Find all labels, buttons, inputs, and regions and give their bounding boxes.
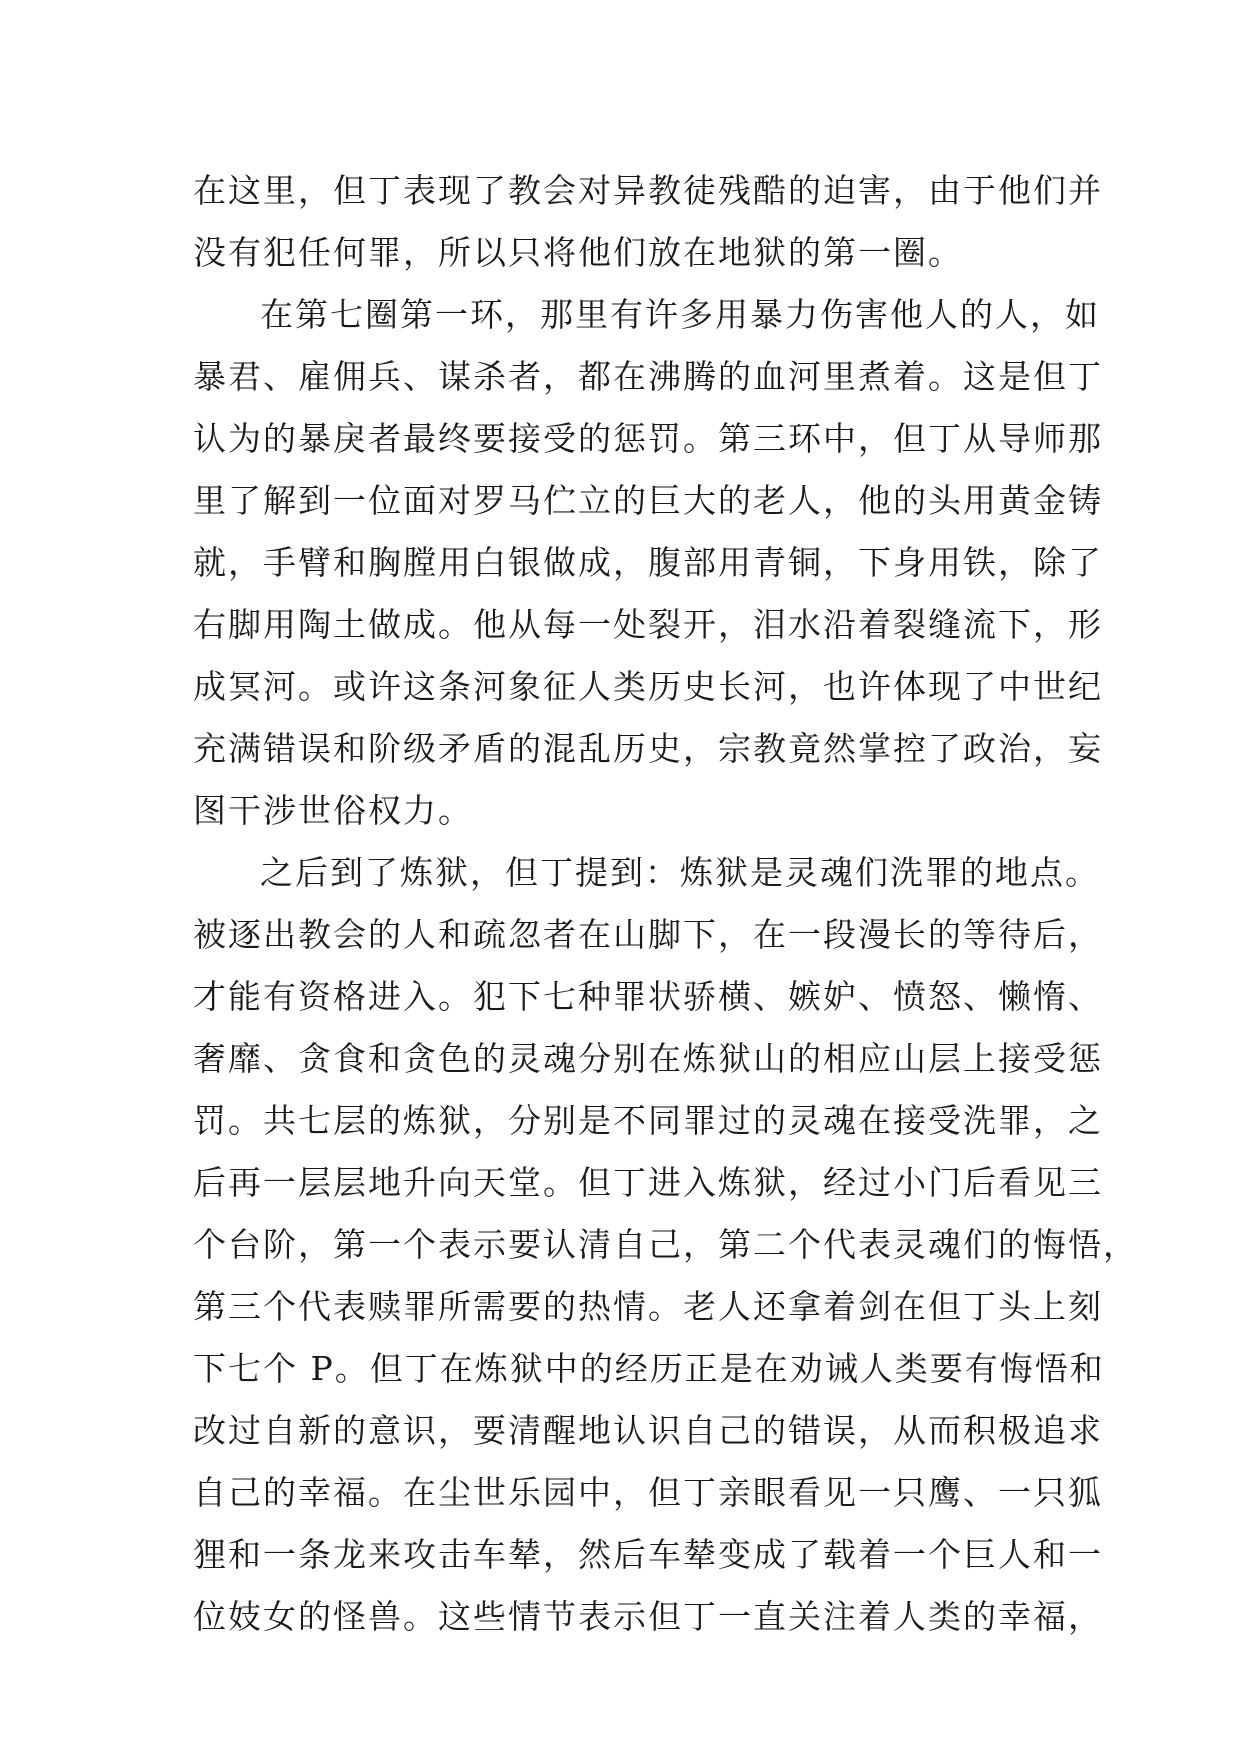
text-line: 狸和一条龙来攻击车辇，然后车辇变成了载着一个巨人和一 [193,1535,1103,1574]
text-line: 后再一层层地升向天堂。但丁进入炼狱，经过小门后看见三 [193,1163,1103,1202]
text-line: 成冥河。或许这条河象征人类历史长河，也许体现了中世纪 [193,667,1103,706]
text-line: 自己的幸福。在尘世乐园中，但丁亲眼看见一只鹰、一只狐 [193,1473,1103,1512]
paragraph-first-line: 之后到了炼狱，但丁提到：炼狱是灵魂们洗罪的地点。 [260,853,1100,892]
text-line: 奢靡、贪食和贪色的灵魂分别在炼狱山的相应山层上接受惩 [193,1039,1103,1078]
paragraph-first-line: 在第七圈第一环，那里有许多用暴力伤害他人的人，如 [260,295,1100,334]
text-line: 个台阶，第一个表示要认清自己，第二个代表灵魂们的悔悟， [193,1225,1138,1264]
text-line: 认为的暴戾者最终要接受的惩罚。第三环中，但丁从导师那 [193,419,1103,458]
text-line: 就，手臂和胸膛用白银做成，腹部用青铜，下身用铁，除了 [193,543,1103,582]
text-line: 第三个代表赎罪所需要的热情。老人还拿着剑在但丁头上刻 [193,1287,1103,1326]
text-line: 罚。共七层的炼狱，分别是不同罪过的灵魂在接受洗罪，之 [193,1101,1103,1140]
text-line: 没有犯任何罪，所以只将他们放在地狱的第一圈。 [193,233,963,272]
text-line: 图干涉世俗权力。 [193,791,473,830]
text-line: 里了解到一位面对罗马伫立的巨大的老人，他的头用黄金铸 [193,481,1103,520]
text-line: 位妓女的怪兽。这些情节表示但丁一直关注着人类的幸福， [193,1597,1103,1636]
text-line: 才能有资格进入。犯下七种罪状骄横、嫉妒、愤怒、懒惰、 [193,977,1103,1016]
text-line: 暴君、雇佣兵、谋杀者，都在沸腾的血河里煮着。这是但丁 [193,357,1103,396]
text-line: 充满错误和阶级矛盾的混乱历史，宗教竟然掌控了政治，妄 [193,729,1103,768]
text-line: 在这里，但丁表现了教会对异教徒残酷的迫害，由于他们并 [193,171,1103,210]
text-line: 下七个 P。但丁在炼狱中的经历正是在劝诫人类要有悔悟和 [193,1349,1105,1388]
text-line: 右脚用陶土做成。他从每一处裂开，泪水沿着裂缝流下，形 [193,605,1103,644]
text-line: 被逐出教会的人和疏忽者在山脚下，在一段漫长的等待后， [193,915,1103,954]
document-body-text [193,160,1138,1648]
text-line: 改过自新的意识，要清醒地认识自己的错误，从而积极追求 [193,1411,1103,1450]
